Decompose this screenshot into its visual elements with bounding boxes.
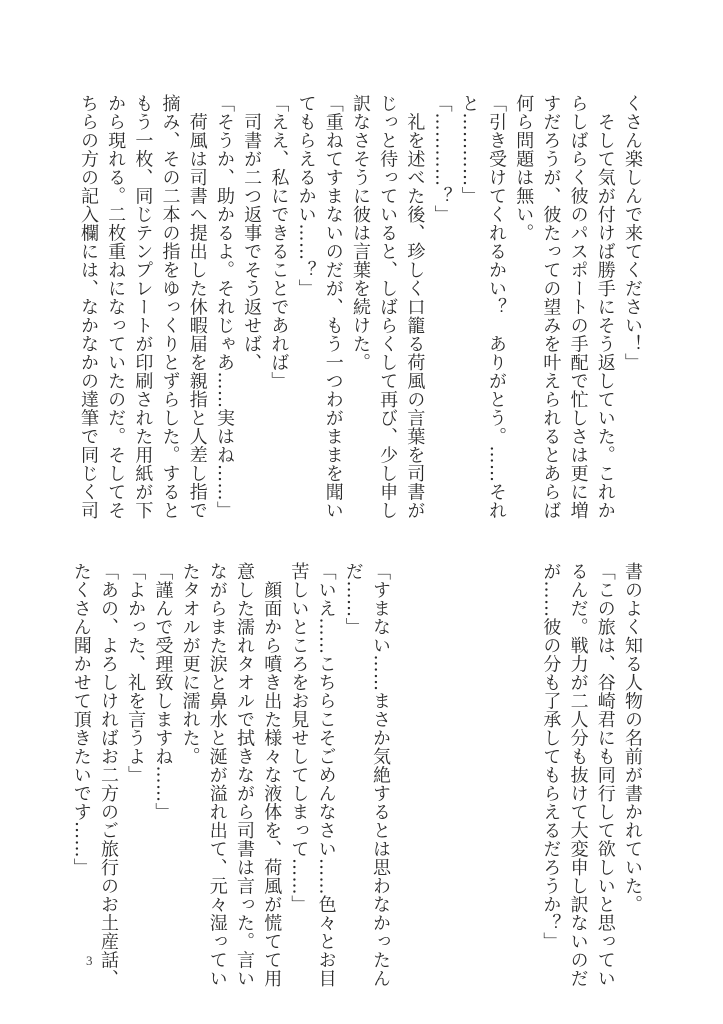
text-column: から現れる。二枚重ねになっていたのだ。そしてそ — [105, 94, 127, 520]
page-number: 3 — [86, 953, 93, 968]
text-block-top — [75, 94, 646, 534]
text-column: 司書が二つ返事でそう返せば、 — [241, 94, 263, 372]
text-column: ちらの方の記入欄には、なかなかの達筆で同じく司 — [77, 94, 99, 520]
text-column: 意した濡れタオルで拭きながら司書は言った。言い — [233, 562, 255, 988]
text-column: 「あの、よろしければお二方のご旅行のお土産話、 — [97, 562, 119, 988]
text-column: 「よかった、礼を言うよ」 — [125, 562, 147, 784]
text-column: 「ええ、私にできることであれば」 — [268, 94, 290, 390]
text-column: 「引き受けてくれるかい？ ありがとう。……それ — [485, 94, 507, 520]
text-column: 荷風は司書へ提出した休暇届を親指と人差し指で — [186, 94, 208, 520]
text-column: 「この旅は、谷崎君にも同行して欲しいと思ってい — [594, 562, 616, 988]
text-column: 「いえ……こちらこそごめんなさい……色々とお目 — [315, 562, 337, 988]
text-column: 苦しいところをお見せしてしまって……」 — [288, 562, 310, 914]
text-column: 礼を述べた後、珍しく口籠る荷風の言葉を司書が — [404, 94, 426, 520]
text-column: 顔面から噴き出た様々な液体を、荷風が慌てて用 — [261, 562, 283, 988]
text-column: たタオルが更に濡れた。 — [179, 562, 201, 766]
text-block-bottom-left — [68, 562, 394, 988]
text-column: 「すまない……まさか気絶するとは思わなかったん — [370, 562, 391, 988]
text-column: 書のよく知る人物の名前が書かれていた。 — [622, 562, 643, 914]
text-column: 「謹んで受理致しますね……」 — [152, 562, 174, 821]
text-column: と…………」 — [458, 94, 480, 205]
text-column: たくさん聞かせて頂きたいです……」 — [70, 562, 92, 877]
text-column: もう一枚、同じテンプレートが印刷された用紙が下 — [132, 94, 154, 520]
text-column: そして気が付けば勝手にそう返していた。これか — [594, 94, 616, 520]
text-column: だ……」 — [342, 562, 364, 636]
text-column: 何ら問題は無い。 — [513, 94, 535, 242]
text-column: 摘み、その二本の指をゆっくりとずらした。すると — [159, 94, 181, 520]
text-column: が……彼の分も了承してもらえるだろうか？」 — [540, 562, 562, 951]
text-column: 訳なさそうに彼は言葉を続けた。 — [349, 94, 371, 372]
text-column: るんだ。戦力が二人分も抜けて大変申し訳ないのだ — [567, 562, 589, 988]
text-column: らしばらく彼のパスポートの手配で忙しさは更に増 — [567, 94, 589, 520]
text-column: 「…………？」 — [431, 94, 453, 224]
text-block-bottom-right — [537, 562, 646, 988]
text-column: じっと待っていると、しばらくして再び、少し申し — [377, 94, 399, 520]
text-column: てもらえるかい……？」 — [295, 94, 317, 298]
text-column: くさん楽しんで来てください！」 — [622, 94, 643, 372]
text-column: 「重ねてすまないのだが、もう一つわがままを聞い — [322, 94, 344, 520]
text-column: 「そうか、助かるよ。それじゃあ……実はね……」 — [213, 94, 235, 520]
text-column: すだろうが、彼たっての望みを叶えられるとあらば — [540, 94, 562, 520]
text-column: ながらまた涙と鼻水と涎が溢れ出て、元々湿ってい — [206, 562, 228, 988]
